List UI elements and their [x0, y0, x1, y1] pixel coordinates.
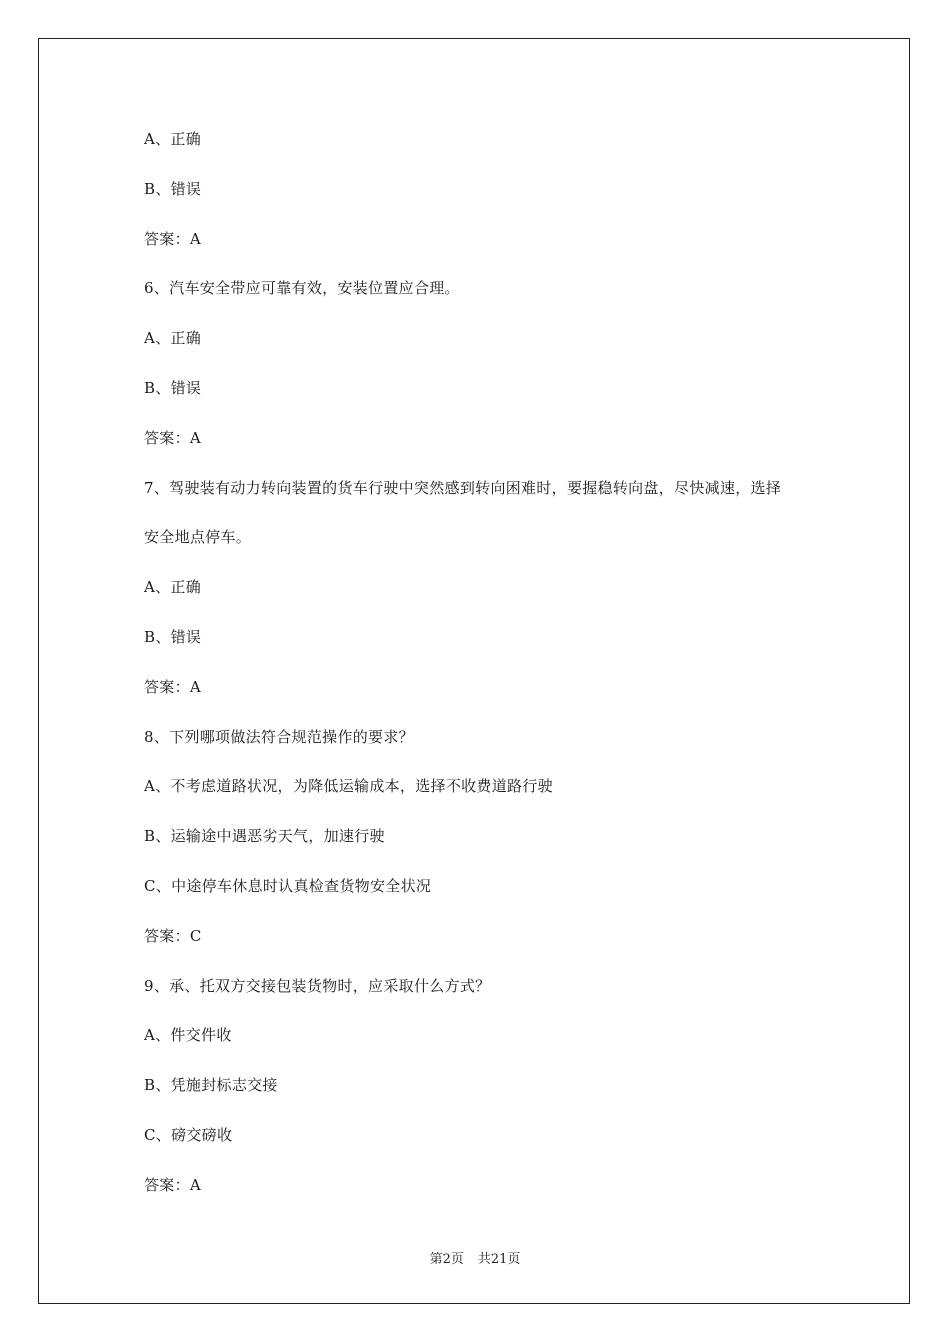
option-a: A、正确: [144, 329, 202, 348]
page-number: 第2页: [429, 1252, 464, 1267]
option-b: B、运输途中遇恶劣天气，加速行驶: [144, 827, 385, 846]
option-a: A、正确: [144, 130, 202, 148]
answer: 答案：A: [144, 229, 202, 248]
option-a: A、件交件收: [144, 1026, 232, 1045]
option-b: B、凭施封标志交接: [144, 1076, 278, 1095]
option-b: B、错误: [144, 179, 202, 198]
option-b: B、错误: [144, 627, 202, 646]
option-a: A、不考虑道路状况，为降低运输成本，选择不收费道路行驶: [144, 777, 553, 796]
option-c: C、中途停车休息时认真检查货物安全状况: [144, 876, 432, 895]
question-7-continued: 安全地点停车。: [144, 528, 252, 547]
answer: 答案：C: [144, 926, 202, 945]
page-footer: [0, 1248, 950, 1267]
option-b: B、错误: [144, 378, 202, 397]
option-a: A、正确: [144, 578, 202, 597]
question-8: 8、下列哪项做法符合规范操作的要求？: [144, 727, 414, 746]
page-total: 共21页: [477, 1252, 521, 1267]
question-6: 6、汽车安全带应可靠有效，安装位置应合理。: [144, 279, 460, 298]
question-9: 9、承、托双方交接包装货物时，应采取什么方式？: [144, 976, 491, 995]
answer: 答案：A: [144, 677, 202, 696]
option-c: C、磅交磅收: [144, 1125, 233, 1144]
answer: 答案：A: [144, 1175, 202, 1194]
document-body: [144, 124, 824, 1220]
question-7: 7、驾驶装有动力转向装置的货车行驶中突然感到转向困难时，要握稳转向盘，尽快减速，选择: [144, 478, 782, 497]
answer: 答案：A: [144, 428, 202, 447]
